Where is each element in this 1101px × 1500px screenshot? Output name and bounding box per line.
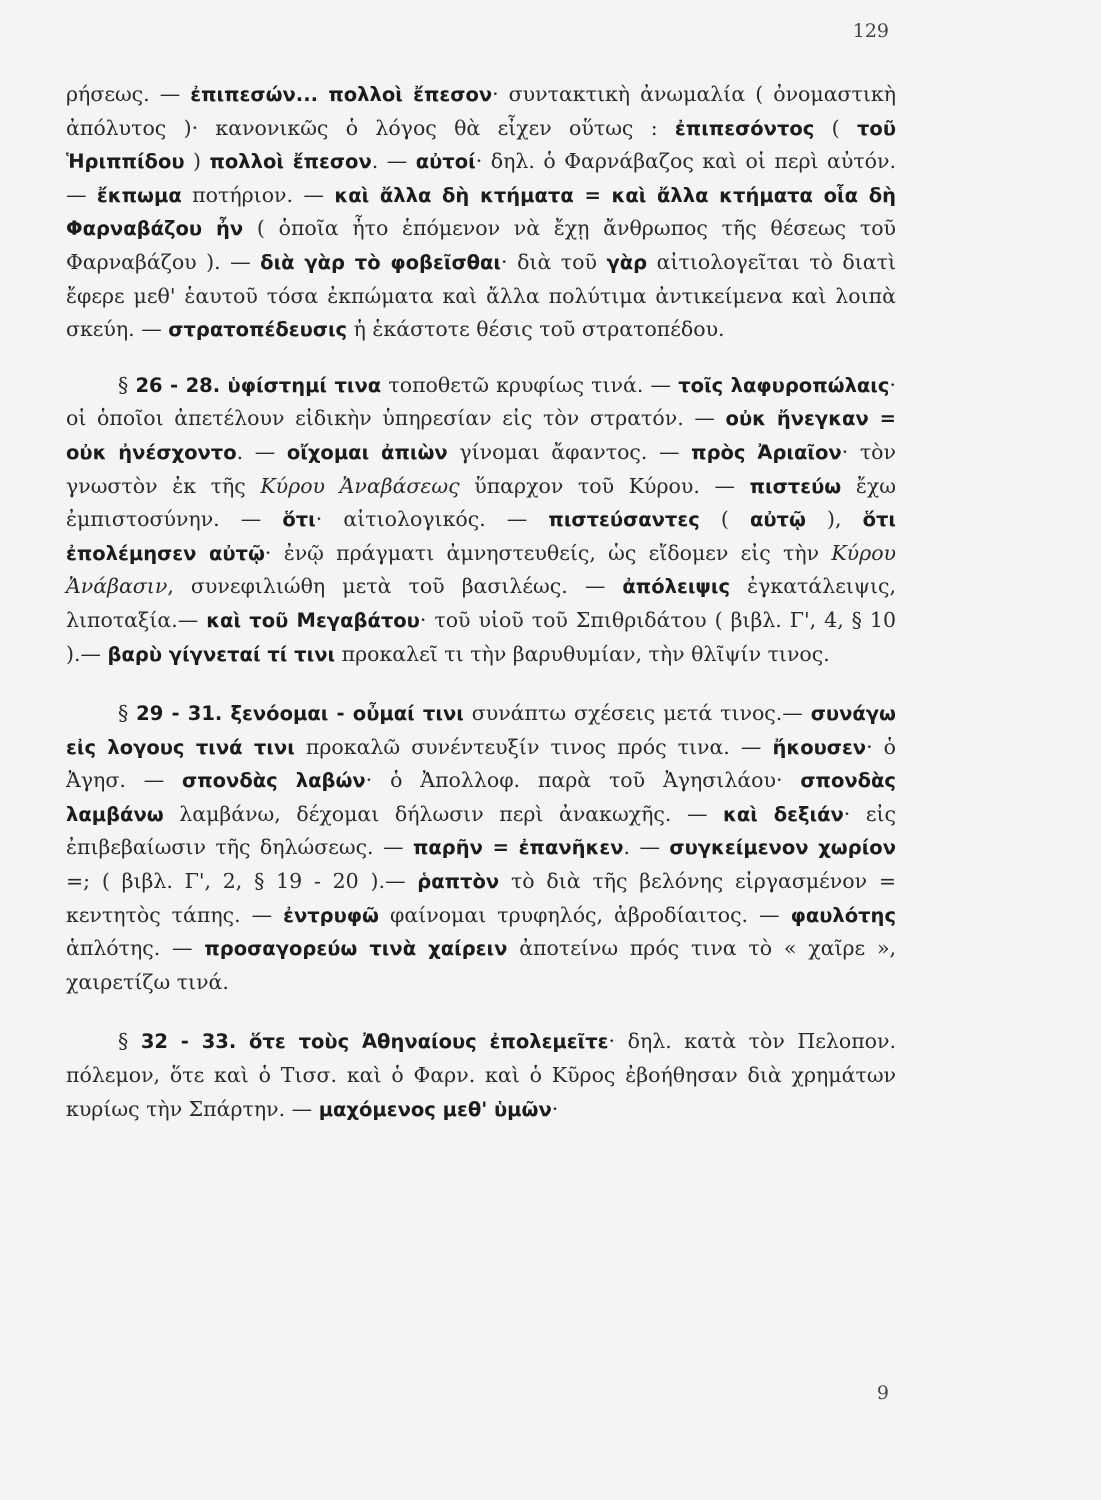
bold-lemma: ἀπόλειψις — [622, 575, 731, 599]
text-run: ( — [699, 507, 750, 532]
text-run: ρήσεως. — — [66, 82, 191, 106]
text-run: . — — [236, 439, 287, 464]
text-run: ), — [805, 507, 863, 532]
text-run: συνάπτω σχέσεις μετά τινος.— — [463, 701, 811, 726]
bold-lemma: 26 - 28. ὑφίστημί τινα — [135, 373, 382, 397]
bold-lemma: συνάγω εἰς λογους τινά τινι — [66, 702, 896, 759]
italic-title: Κύρου Ἀνάβασιν — [66, 540, 896, 599]
bold-lemma: τοῖς λαφυροπώλαις — [678, 373, 890, 397]
text-run: · τοῦ υἱοῦ τοῦ Σπιθριδάτου ( βιβλ. Γ', 4, § 10 ).— — [66, 607, 896, 666]
text-run: ὕπαρχον τοῦ Κύρου. — — [459, 473, 750, 498]
text-run: · τὸν γνωστὸν ἐκ τῆς — [66, 439, 896, 498]
bold-lemma: ἐπιπεσών... πολλοὶ ἔπεσον — [190, 83, 493, 106]
bold-lemma: καὶ ἄλλα δὴ κτήματα = καὶ ἄλλα κτήματα οἷα δὴ Φαρναβάζου ἦν — [66, 183, 896, 241]
bold-lemma: σπονδὰς λαμβάνω — [66, 769, 896, 826]
paragraph-1 — [66, 78, 896, 347]
bold-lemma: ἐντρυφῶ — [283, 903, 380, 927]
text-run: τοποθετῶ κρυφίως τινά. — — [381, 372, 679, 397]
text-run: τὸ διὰ τῆς βελόνης εἰργασμένον = κεντητὸς τάπης. — — [66, 869, 897, 927]
text-run: ( ὁποῖα ἦτο ἑπόμενον νὰ ἔχῃ ἄνθρωπος τῆς θέσεως τοῦ Φαρναβάζου ). — — [66, 216, 897, 274]
bold-lemma: οὐκ ἤνεγκαν = οὐκ ἠνέσχοντο — [66, 407, 897, 464]
bold-lemma: στρατοπέδευσις — [168, 318, 348, 342]
text-run: =; ( βιβλ. Γ', 2, § 19 - 20 ).— — [66, 869, 418, 894]
text-run: , συνεφιλιώθη μετὰ τοῦ βασιλέως. — — [167, 574, 623, 599]
bold-lemma: οἴχομαι ἀπιὼν — [286, 440, 448, 464]
text-run: · εἰς ἐπιβεβαίωσιν τῆς δηλώσεως. — — [66, 801, 897, 860]
text-run: γίνομαι ἄφαντος. — — [447, 439, 692, 464]
text-run: ( — [814, 115, 857, 140]
bold-lemma: ἔκπωμα — [96, 183, 182, 207]
text-run: · ἐνῷ πράγματι ἀμνηστευθείς, ὡς εἴδομεν εἰς τὴν — [264, 540, 832, 565]
text-run: · δηλ. κατὰ τὸν Πελοπον. πόλεμον, ὅτε καὶ ὁ Τισσ. καὶ ὁ Φαρν. καὶ ὁ Κῦρος ἐβοήθησαν διὰ χρημάτων κυρίως τὴν Σπάρτην. — — [66, 1029, 896, 1121]
italic-title: Κύρου Ἀναβάσεως — [260, 473, 460, 498]
paragraph-4 — [66, 1025, 896, 1126]
bold-lemma: πολλοὶ ἔπεσον — [209, 150, 372, 174]
bold-lemma: καὶ τοῦ Μεγαβάτου — [206, 608, 420, 632]
bold-lemma: διὰ γὰρ τὸ φοβεῖσθαι — [260, 250, 502, 274]
text-run: · οἱ ὁποῖοι ἀπετέλουν εἰδικὴν ὑπηρεσίαν εἰς τὸν στρατόν. — — [66, 372, 896, 431]
text-run: ἀποτείνω πρός τινα τὸ « χαῖρε », χαιρετίζω τινά. — [66, 936, 897, 994]
text-run: § — [118, 701, 137, 726]
text-run: ἡ ἑκάστοτε θέσις τοῦ στρατοπέδου. — [347, 317, 725, 342]
paragraph-3 — [66, 697, 896, 999]
paragraph-2 — [66, 369, 896, 671]
bold-lemma: καὶ δεξιάν — [723, 802, 844, 826]
text-run: προκαλῶ συνέντευξίν τινος πρός τινα. — — [294, 734, 773, 759]
bold-lemma: συγκείμενον χωρίον — [669, 836, 896, 860]
text-run: ἐγκατάλειψις, λιποταξία.— — [66, 574, 896, 632]
text-run: · — [551, 1096, 559, 1121]
text-run: · δηλ. ὁ Φαρνάβαζος καὶ οἱ περὶ αὐτόν. — — [66, 149, 896, 207]
bold-lemma: πιστεύσαντες — [548, 508, 700, 532]
page-number: 129 — [852, 20, 889, 42]
bold-lemma: ἐπιπεσόντος — [674, 116, 815, 140]
text-run: · ὁ Ἀγησ. — — [66, 734, 897, 793]
text-run: ) — [184, 149, 210, 174]
bold-lemma: προσαγορεύω τινὰ χαίρειν — [204, 937, 508, 961]
bold-lemma: παρῆν = ἐπανῆκεν — [412, 836, 624, 860]
commentary-text — [66, 78, 896, 1126]
text-run: φαίνομαι τρυφηλός, ἁβροδίαιτος. — — [379, 902, 791, 927]
bold-lemma: φαυλότης — [790, 903, 897, 927]
text-run: § — [118, 372, 136, 397]
bold-lemma: πιστεύω — [749, 474, 842, 498]
signature-mark: 9 — [876, 1382, 889, 1404]
bold-lemma: τοῦ Ἡριππίδου — [66, 116, 896, 174]
text-run: . — — [623, 835, 670, 860]
bold-lemma: σπονδὰς λαβών — [182, 769, 366, 793]
bold-lemma: ὅτι — [282, 508, 316, 532]
text-run: αἰτιολογεῖται τὸ διατὶ ἔφερε μεθ' ἑαυτοῦ τόσα ἐκπώματα καὶ ἄλλα πολύτιμα ἀντικείμενα καὶ λοιπὰ σκεύη. — — [66, 249, 896, 342]
bold-lemma: πρὸς Ἀριαῖον — [691, 440, 842, 464]
bold-lemma: μαχόμενος μεθ' ὑμῶν — [318, 1097, 552, 1121]
bold-lemma: βαρὺ γίγνεταί τί τινι — [107, 642, 336, 666]
text-run: ἁπλότης. — — [66, 936, 205, 961]
text-run: · συντακτικὴ ἀνωμαλία ( ὀνομαστικὴ ἀπόλυτος )· κανονικῶς ὁ λόγος θὰ εἶχεν οὕτως : — [66, 82, 897, 140]
text-run: λαμβάνω, δέχομαι δήλωσιν περὶ ἀνακωχῆς. — — [163, 801, 724, 826]
bold-lemma: ῥαπτὸν — [417, 870, 500, 894]
bold-lemma: αὐτοί — [415, 150, 476, 174]
bold-lemma: 29 - 31. ξενόομαι - οὖμαί τινι — [136, 702, 464, 726]
text-run: · διὰ τοῦ — [501, 249, 607, 274]
text-run: § — [118, 1029, 141, 1054]
text-run: ποτήριον. — — [181, 182, 335, 207]
bold-lemma: αὐτῷ — [749, 508, 806, 532]
text-run: . — — [371, 149, 416, 174]
bold-lemma: γὰρ — [606, 250, 648, 274]
text-run: προκαλεῖ τι τὴν βαρυθυμίαν, τὴν θλῖψίν τινος. — [335, 641, 830, 666]
text-run: · ὁ Ἀπολλοφ. παρὰ τοῦ Ἀγησιλάου· — [365, 768, 801, 793]
bold-lemma: ὅτι ἐπολέμησεν αὐτῷ — [66, 508, 897, 565]
bold-lemma: 32 - 33. ὅτε τοὺς Ἀθηναίους ἐπολεμεῖτε — [140, 1030, 609, 1054]
text-run: ἔχω ἐμπιστοσύνην. — — [66, 473, 896, 532]
text-run: · αἰτιολογικός. — — [315, 507, 549, 532]
bold-lemma: ἤκουσεν — [772, 735, 867, 759]
